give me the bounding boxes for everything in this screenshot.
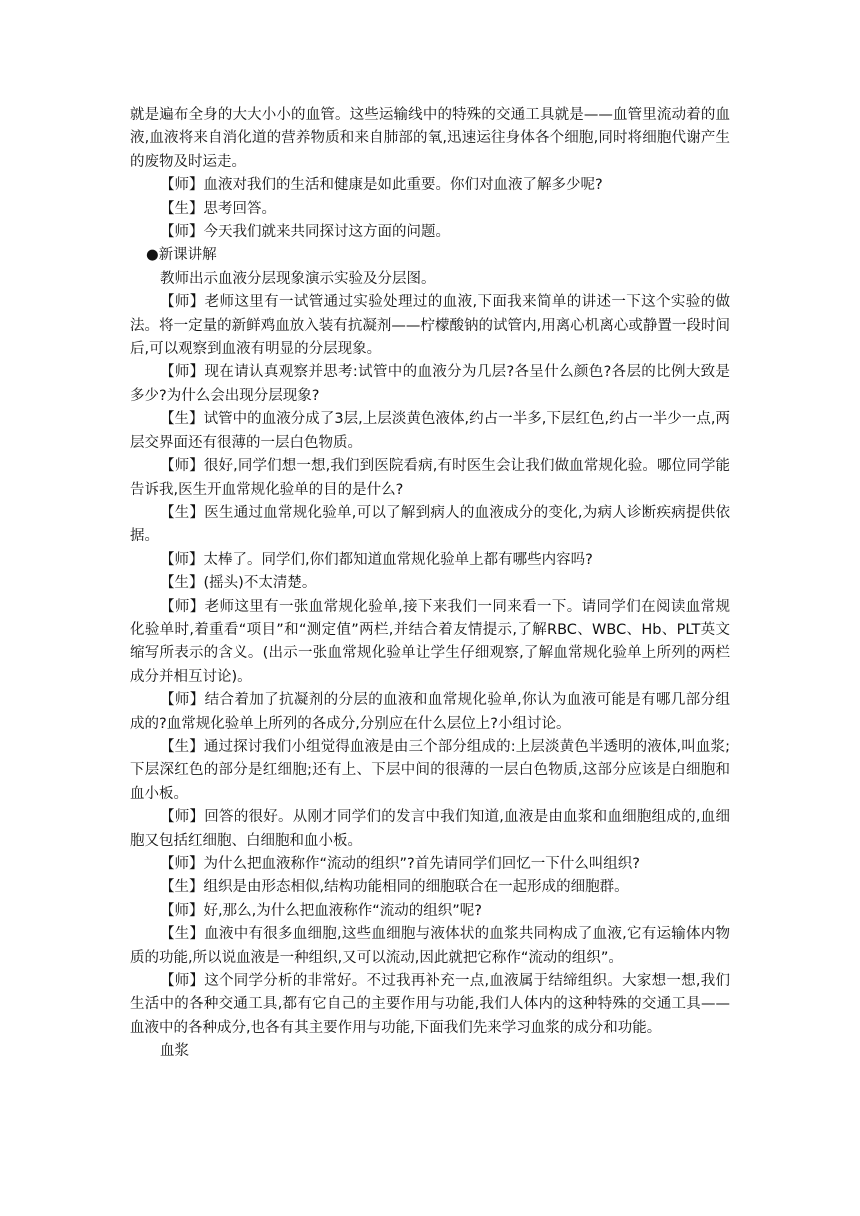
paragraph-demo-intro: 教师出示血液分层现象演示实验及分层图。	[160, 270, 436, 287]
paragraph-teacher-4: 【师】现在请认真观察并思考:试管中的血液分为几层?各呈什么颜色?各层的比例大致是多少?为什么会出现分层现象?	[130, 364, 730, 404]
paragraph-teacher-7: 【师】老师这里有一张血常规化验单,接下来我们一同来看一下。请同学们在阅读血常规化验单时,着重看“项目”和“测定值”两栏,并结合着友情提示,了解RBC、WBC、Hb、PLT英文缩写所表示的含义。(出示一张血常规化验单让学生仔细观察,了解血常规化验单上所列的两栏成分并相互讨论)。	[130, 598, 730, 685]
paragraph-teacher-2: 【师】今天我们就来共同探讨这方面的问题。	[160, 224, 450, 241]
paragraph-teacher-11: 【师】好,那么,为什么把血液称作“流动的组织”呢?	[160, 902, 482, 919]
paragraph-teacher-6: 【师】太棒了。同学们,你们都知道血常规化验单上都有哪些内容吗?	[160, 551, 593, 568]
paragraph-teacher-12: 【师】这个同学分析的非常好。不过我再补充一点,血液属于结缔组织。大家想一想,我们生活中的各种交通工具,都有它自己的主要作用与功能,我们人体内的这种特殊的交通工具——血液中的各种成分,也各有其主要作用与功能,下面我们先来学习血浆的成分和功能。	[130, 973, 730, 1036]
paragraph-student-4: 【生】(摇头)不太清楚。	[160, 575, 317, 592]
paragraph-student-5: 【生】通过探讨我们小组觉得血液是由三个部分组成的:上层淡黄色半透明的液体,叫血浆;下层深红色的部分是红细胞;还有上、下层中间的很薄的一层白色物质,这部分应该是白细胞和血小板。	[130, 738, 730, 802]
paragraph-teacher-3: 【师】老师这里有一试管通过实验处理过的血液,下面我来简单的讲述一下这个实验的做法。将一定量的新鲜鸡血放入装有抗凝剂——柠檬酸钠的试管内,用离心机离心或静置一段时间后,可以观察到血液有明显的分层现象。	[130, 294, 730, 358]
paragraph-teacher-9: 【师】回答的很好。从刚才同学们的发言中我们知道,血液是由血浆和血细胞组成的,血细胞又包括红细胞、白细胞和血小板。	[130, 809, 730, 849]
paragraph-student-3: 【生】医生通过血常规化验单,可以了解到病人的血液成分的变化,为病人诊断疾病提供依据。	[130, 504, 730, 545]
document-page	[130, 104, 730, 1064]
paragraph-teacher-1: 【师】血液对我们的生活和健康是如此重要。你们对血液了解多少呢?	[160, 177, 603, 194]
paragraph-teacher-8: 【师】结合着加了抗凝剂的分层的血液和血常规化验单,你认为血液可能是有哪几部分组成的?血常规化验单上所列的各成分,分别应在什么层位上?小组讨论。	[130, 692, 730, 732]
paragraph-student-6: 【生】组织是由形态相似,结构功能相同的细胞联合在一起形成的细胞群。	[160, 879, 629, 896]
subheading-plasma: 血浆	[160, 1043, 189, 1060]
paragraph-student-7: 【生】血液中有很多血细胞,这些血细胞与液体状的血浆共同构成了血液,它有运输体内物质的功能,所以说血液是一种组织,又可以流动,因此就把它称作“流动的组织”。	[130, 926, 730, 966]
paragraph-student-1: 【生】思考回答。	[160, 200, 276, 217]
paragraph-student-2: 【生】试管中的血液分成了3层,上层淡黄色液体,约占一半多,下层红色,约占一半少一点,两层交界面还有很薄的一层白色物质。	[130, 411, 730, 451]
paragraph-teacher-5: 【师】很好,同学们想一想,我们到医院看病,有时医生会让我们做血常规化验。哪位同学能告诉我,医生开血常规化验单的目的是什么?	[130, 458, 730, 498]
paragraph-teacher-10: 【师】为什么把血液称作“流动的组织”?首先请同学们回忆一下什么叫组织?	[160, 856, 640, 872]
paragraph-intro-continued: 就是遍布全身的大大小小的血管。这些运输线中的特殊的交通工具就是——血管里流动着的血液,血液将来自消化道的营养物质和来自肺部的氧,迅速运往身体各个细胞,同时将细胞代谢产生的废物及时运走。	[130, 107, 730, 170]
section-heading-new-lesson: ●新课讲解	[146, 247, 217, 264]
